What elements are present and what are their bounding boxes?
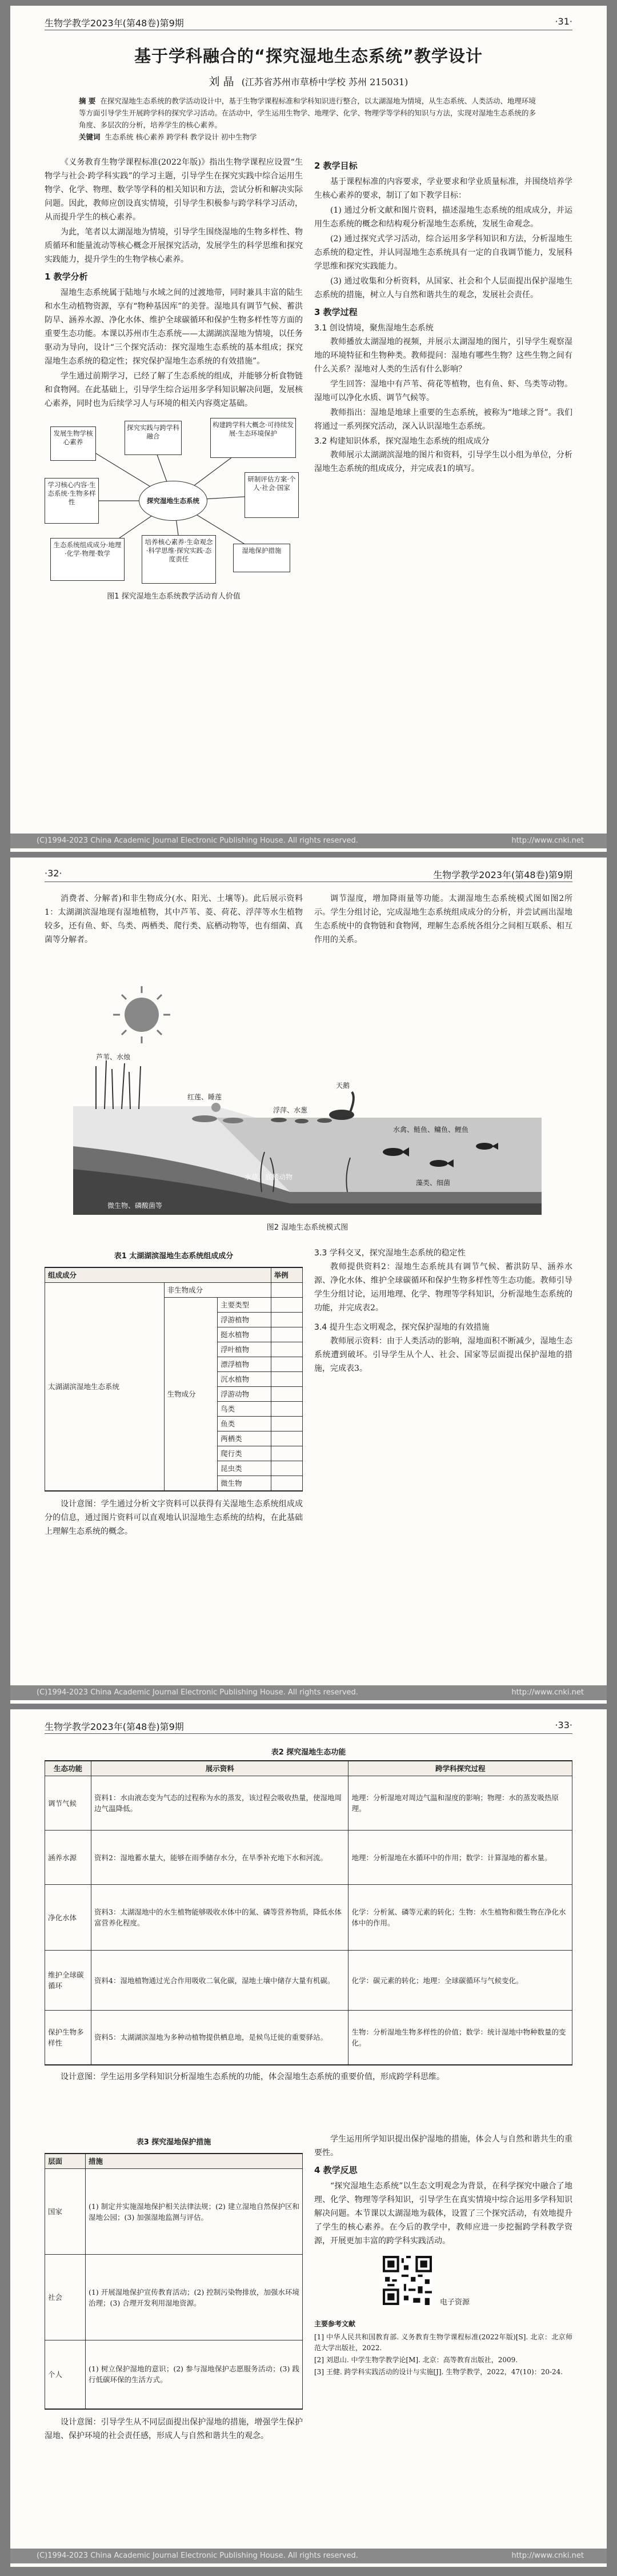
paragraph: 学生运用所学知识提出保护湿地的措施，体会人与自然和谐共生的重要性。 [314, 2135, 572, 2158]
table-cell: 净化水体 [45, 1885, 91, 1951]
table-cell: 爬行类 [218, 1446, 271, 1461]
page-header [45, 1717, 572, 1734]
section-heading: 4 教学反思 [314, 2165, 358, 2175]
paragraph: 教师展示太湖湖滨湿地的图片和资料，引导学生以小组为单位，分析湿地生态系统的组成成分，并完成表1的填写。 [314, 450, 572, 473]
fig1-box-top-mid: 探究实践与跨学科融合 [125, 421, 182, 455]
p2-right-column [314, 1246, 572, 1377]
table-header: 举例 [271, 1267, 302, 1283]
fig1-center-node: 探究湿地生态系统 [139, 481, 207, 521]
copyright: (C)1994-2023 China Academic Journal Electronic Publishing House. All rights reserved. [37, 2551, 358, 2560]
paragraph: 调节湿度，增加降雨量等功能。太湖湿地生态系统模式图如图2所示。学生分组讨论，完成湿地生态系统组成成分的分析，并尝试画出湿地生态系统中的食物链和食物网，理解生态系统各组分之间相互联系、相互作用的关系。 [314, 894, 572, 944]
table-header: 层面 [45, 2154, 86, 2169]
page-footer [10, 834, 607, 848]
p1-left-column [45, 155, 303, 607]
table-cell: 地理：分析湿地对周边气温和湿度的影响；物理：水的蒸发吸热原理。 [348, 1776, 572, 1831]
journal-name: 生物学教学2023年(第48卷)第9期 [433, 870, 572, 880]
table-header: 措施 [86, 2154, 303, 2169]
table-3 [45, 2153, 303, 2410]
table-cell: 漂浮植物 [218, 1357, 271, 1372]
table-cell: 资料2：湿地蓄水量大，能够在雨季储存水分，在旱季补充地下水和河流。 [91, 1831, 348, 1885]
table-cell: 微生物 [218, 1476, 271, 1492]
page-number: ·33· [555, 1720, 572, 1730]
p1-right-column [314, 155, 572, 477]
p3-right-column [314, 2132, 572, 2379]
paragraph: 设计意图：学生运用多学科知识分析湿地生态系统的功能，体会湿地生态系统的重要价值，形成跨学科思维。 [61, 2072, 444, 2081]
paper-title: 基于学科融合的“探究湿地生态系统”教学设计 [134, 46, 483, 66]
qr-block [314, 2256, 572, 2319]
table-cell: 太湖湖滨湿地生态系统 [45, 1283, 165, 1492]
section-heading: 2 教学目标 [314, 161, 358, 171]
table-1-title: 表1 太湖湖滨湿地生态系统组成成分 [114, 1252, 234, 1261]
copyright: (C)1994-2023 China Academic Journal Electronic Publishing House. All rights reserved. [37, 1688, 358, 1697]
table-2-block [45, 1742, 572, 2084]
table-row [45, 2169, 303, 2255]
table-header: 组成成分 [45, 1267, 271, 1283]
subsection-heading: 3.2 构建知识体系，探究湿地生态系统的组成成分 [314, 437, 490, 446]
paragraph: 《义务教育生物学课程标准(2022年版)》指出生物学课程应设置“生物学与社会·跨学科实践”的学习主题，引导学生在探究实践中综合运用生物学、化学、物理、数学等学科的相关知识和方法，尝试分析和解决实际问题。因此，教师应创设真实情境，引导学生积极参与跨学科学习活动，从而提升学生的核心素养。 [45, 158, 303, 222]
table-cell: (1) 开展湿地保护宣传教育活动；(2) 控制污染物排放，加强水环境治理；(3) 合理开发利用湿地资源。 [86, 2255, 303, 2340]
reed-plants-icon [96, 1060, 141, 1109]
journal-name: 生物学教学2023年(第48卷)第9期 [45, 1721, 184, 1732]
footer-url[interactable]: http://www.cnki.net [511, 836, 584, 845]
paragraph: 学生通过前期学习，已经了解了生态系统的组成，并能够分析食物链和食物网。在此基础上，引导学生综合运用多学科知识解决问题，发展核心素养，同时也为后续学习人与环境的相关内容奠定基础。 [45, 372, 303, 408]
qr-code-icon[interactable] [383, 2256, 432, 2305]
paragraph: 教师播放太湖湿地的视频，并展示太湖湿地的图片，引导学生观察湿地的环境特征和生物种类。教师提问：湿地有哪些生物？这些生物之间有什么关系？湿地对人类的生活有什么影响？ [314, 337, 572, 374]
table-row [45, 1831, 572, 1885]
page-header [45, 14, 572, 30]
paragraph: 教师指出：湿地是地球上重要的生态系统，被称为“地球之肾”。我们将通过一系列探究活动，深入认识湿地生态系统。 [314, 408, 572, 431]
table-cell: 资料5：太湖湖滨湿地为多种动植物提供栖息地，是候鸟迁徙的重要驿站。 [91, 2011, 348, 2065]
fig1-box-bottom-right: 湿地保护措施 [233, 544, 290, 572]
paragraph: 消费者、分解者)和非生物成分(水、阳光、土壤等)。此后展示资料1：太湖湖滨湿地现有湿地植物，其中芦苇、菱、荷花、浮萍等水生植物较多，还有鱼、虾、鸟类、两栖类、爬行类、底栖动物等，也有细菌、真菌等分解者。 [45, 894, 303, 944]
section-heading: 3 教学过程 [314, 307, 358, 317]
table-cell: 浮游植物 [218, 1313, 271, 1327]
table-cell: 维护全球碳循环 [45, 1951, 91, 2011]
table-cell: 生物：分析湿地生物多样性的价值；数学：统计湿地中物种数量的变化。 [348, 2011, 572, 2065]
footer-url[interactable]: http://www.cnki.net [511, 1688, 584, 1697]
author-line [10, 73, 607, 89]
paragraph: 基于课程标准的内容要求，学业要求和学业质量标准，并围绕培养学生核心素养的要求，制订了如下教学目标： [314, 177, 572, 200]
fig2-label-bird: 天鹅 [336, 1082, 350, 1090]
paragraph: “探究湿地生态系统”以生态文明观念为背景，在科学探究中融合了地理、化学、物理等学科知识，引导学生在真实情境中综合运用多学科知识解决问题。本节课以太湖湿地为载体，设置了三个探究活动，有效地提升了学生的核心素养。在今后的教学中，教师应进一步挖掘跨学科教学资源，开展更加丰富的跨学科实践活动。 [314, 2182, 572, 2246]
references [314, 2319, 572, 2378]
table-cell: 主要类型 [218, 1298, 271, 1313]
paragraph: 设计意图：学生通过分析文字资料可以获得有关湿地生态系统组成成分的信息，通过图片资料可以直观地认识湿地生态系统的结构，在此基础上理解生态系统的概念。 [45, 1500, 303, 1536]
footer-url[interactable]: http://www.cnki.net [511, 2551, 584, 2560]
reference-item: [1] 中华人民共和国教育部. 义务教育生物学课程标准(2022年版)[S]. 北京：北京师范大学出版社，2022. [314, 2333, 572, 2352]
table-header: 展示资料 [91, 1761, 348, 1776]
table-cell: 昆虫类 [218, 1461, 271, 1476]
table-1 [45, 1267, 303, 1492]
page-header [45, 866, 572, 882]
table-row [45, 1951, 572, 2011]
subsection-heading: 3.4 提升生态文明观念，探究保护湿地的有效措施 [314, 1323, 490, 1332]
swan-icon [329, 1092, 354, 1120]
paragraph: (3) 通过收集和分析资料，从国家、社会和个人层面提出保护湿地生态系统的措施，树立人与自然和谐共生的观念，发展社会责任。 [314, 277, 572, 300]
keywords-text: 生态系统 核心素养 跨学科 教学设计 初中生物学 [105, 133, 257, 141]
subsection-heading: 3.1 创设情境，聚焦湿地生态系统 [314, 324, 434, 333]
paragraph: 设计意图：引导学生从不同层面提出保护湿地的措施，增强学生保护湿地、保护环境的社会责任感，形成人与自然和谐共生的观念。 [45, 2417, 303, 2441]
table-row [45, 2255, 303, 2340]
paragraph: 湿地生态系统属于陆地与水域之间的过渡地带，同时兼具丰富的陆生和水生动植物资源，享有“物种基因库”的美誉。湿地具有调节气候、蓄洪防旱、涵养水源、净化水体、维护全球碳循环和保护生物多样性等方面的重要生态功能。本课以苏州市生态系统——太湖湖滨湿地为情境，以任务驱动为导向，设计“三个探究活动：探究湿地生态系统的基本组成；探究湿地生态系统的稳定性；探究保护湿地生态系统的有效措施”。 [45, 288, 303, 366]
fig1-box-bottom-left: 生态系统组成成分·地理·化学·物理·数学 [50, 538, 125, 581]
page-1 [10, 6, 607, 852]
fig1-box-right: 研制评估方案·个人·社会·国家 [245, 472, 299, 518]
table-row [45, 2011, 572, 2065]
page-2 [10, 858, 607, 1704]
table-cell: 两栖类 [218, 1431, 271, 1446]
table-row [45, 2340, 303, 2409]
table-cell: 资料3：太湖湿地中的水生植物能够吸收水体中的氮、磷等营养物质，降低水体富营养化程度。 [91, 1885, 348, 1951]
paragraph: (2) 通过探究式学习活动，综合运用多学科知识和方法，分析湿地生态系统的稳定性，并认同湿地生态系统具有一定的自我调节能力，发展科学思维和探究实践能力。 [314, 234, 572, 271]
figure-1-caption: 图1 探究湿地生态系统教学活动育人价值 [107, 592, 241, 601]
table-cell: 鱼类 [218, 1417, 271, 1431]
table-header: 跨学科探究过程 [348, 1761, 572, 1776]
fig2-label-reed: 芦苇、水烛 [96, 1053, 131, 1061]
table-cell: 沉水植物 [218, 1372, 271, 1387]
author-affiliation: (江苏省苏州市草桥中学校 苏州 215031) [241, 77, 408, 87]
p3-left-column [45, 2132, 303, 2444]
fig2-label-fish: 水禽、鲢鱼、鳙鱼、鲤鱼 [393, 1126, 469, 1134]
page-3 [10, 1709, 607, 2567]
table-3-title: 表3 探究湿地保护措施 [136, 2138, 211, 2147]
fig1-box-bottom-mid: 培养核心素养·生命观念·科学思维·探究实践·态度责任 [142, 535, 216, 584]
page-number: ·32· [45, 868, 62, 879]
reference-item: [2] 刘恩山. 中学生物学教学论[M]. 北京：高等教育出版社，2009. [314, 2356, 518, 2364]
table-cell: 非生物成分 [164, 1283, 271, 1298]
fig2-label-soil: 微生物、磷酸菌等 [107, 1202, 163, 1210]
abstract [79, 95, 538, 143]
table-cell: 国家 [45, 2169, 86, 2255]
table-cell: 地理：分析湿地在水循环中的作用；数学：计算湿地的蓄水量。 [348, 1831, 572, 1885]
table-cell: 挺水植物 [218, 1327, 271, 1342]
table-cell: 社会 [45, 2255, 86, 2340]
section-heading: 1 教学分析 [45, 272, 88, 282]
table-row [45, 1776, 572, 1831]
abstract-text: 在探究湿地生态系统的教学活动设计中，基于生物学课程标准和学科知识进行整合，以太湖湿地为情境，从生态系统、人类活动、地理环境等方面引导学生开展跨学科的探究学习活动。在活动中，学生运用生物学、地理学、化学、物理学等学科的知识与方法，实现对湿地生态系统的多角度、多层次的分析，培养学生的核心素养。 [79, 97, 536, 129]
table-cell: 化学：分析氮、磷等元素的转化；生物：水生植物和微生物在净化水体中的作用。 [348, 1885, 572, 1951]
subsection-heading: 3.3 学科交叉，探究湿地生态系统的稳定性 [314, 1249, 466, 1258]
p2-top-right [314, 892, 572, 948]
journal-name: 生物学教学2023年(第48卷)第9期 [45, 18, 184, 29]
table-row [45, 1885, 572, 1951]
copyright: (C)1994-2023 China Academic Journal Electronic Publishing House. All rights reserved. [37, 836, 358, 845]
table-header: 生态功能 [45, 1761, 91, 1776]
paragraph: (1) 通过分析文献和图片资料，描述湿地生态系统的组成成分，并运用生态系统的概念和结构观分析湿地生态系统，发展生命观念。 [314, 206, 572, 229]
fig1-box-top-left: 发展生物学核心素养 [50, 426, 96, 461]
fig2-label-water: 藻类、细菌 [416, 1179, 451, 1187]
table-cell: 浮游动物 [218, 1387, 271, 1402]
fig2-label-lotus: 红莲、睡莲 [187, 1093, 222, 1101]
sun-icon [113, 986, 170, 1043]
table-row [45, 1283, 303, 1298]
keywords-label: 关键词 [79, 133, 101, 141]
figure-2 [73, 975, 542, 1232]
abstract-label: 摘 要 [79, 97, 96, 105]
fig1-box-left: 学习核心内容·生态系统·生物多样性 [45, 478, 99, 524]
table-cell: 鸟类 [218, 1402, 271, 1417]
paragraph: 教师提供资料2：湿地生态系统具有调节气候、蓄洪防旱、涵养水源、净化水体、维护全球碳循环和保护生物多样性等生态功能。教师引导学生分组讨论，运用地理、化学、物理等学科知识，分析湿地生态系统的功能，并完成表2。 [314, 1262, 572, 1313]
table-cell: 浮叶植物 [218, 1342, 271, 1357]
table-cell: 生物成分 [164, 1298, 218, 1492]
paragraph: 学生回答：湿地中有芦苇、荷花等植物，也有鱼、虾、鸟类等动物。湿地可以净化水质、调节气候等。 [314, 380, 572, 402]
figure-2-caption: 图2 湿地生态系统模式图 [266, 1223, 348, 1232]
qr-label: 电子资源 [440, 2298, 470, 2307]
table-cell: 涵养水源 [45, 1831, 91, 1885]
author-name: 刘 晶 [209, 75, 234, 88]
fig2-label-bottom: 水草、底栖动物 [245, 1173, 293, 1181]
reference-item: [3] 王健. 跨学科实践活动的设计与实施[J]. 生物学教学，2022，47(10)：20-24. [314, 2368, 563, 2376]
page-footer [10, 2549, 607, 2563]
table-cell: 化学：碳元素的转化；地理：全球碳循环与气候变化。 [348, 1951, 572, 2011]
table-2 [45, 1760, 572, 2065]
table-cell: (1) 制定并实施湿地保护相关法律法规；(2) 建立湿地自然保护区和湿地公园；(3) 加强湿地监测与评估。 [86, 2169, 303, 2255]
paragraph: 教师展示资料：由于人类活动的影响，湿地面积不断减少，湿地生态系统遭到破坏。引导学生从个人、社会、国家等层面提出保护湿地的措施，完成表3。 [314, 1337, 572, 1373]
table-cell: 资料1：水由液态变为气态的过程称为水的蒸发，该过程会吸收热量，使湿地周边气温降低。 [91, 1776, 348, 1831]
figure-2-illustration [73, 975, 542, 1215]
fig1-box-top-right: 构建跨学科大概念·可持续发展·生态环境保护 [210, 418, 296, 458]
table-2-title: 表2 探究湿地生态功能 [271, 1748, 346, 1757]
page-number: ·31· [555, 16, 572, 27]
figure-1-diagram [45, 415, 303, 587]
p2-top-left [45, 892, 303, 948]
p2-left-column [45, 1246, 303, 1540]
paragraph: 为此，笔者以太湖湿地为情境，引导学生围绕湿地的生物多样性、物质循环和能量流动等核心概念开展探究活动，发展学生的科学思维和探究实践能力，提升学生的生物学核心素养。 [45, 228, 303, 264]
table-cell: 调节气候 [45, 1776, 91, 1831]
fig2-label-float: 浮萍、水葱 [273, 1106, 308, 1114]
table-cell: (1) 树立保护湿地的意识；(2) 参与湿地保护志愿服务活动；(3) 践行低碳环保的生活方式。 [86, 2340, 303, 2409]
table-cell: 保护生物多样性 [45, 2011, 91, 2065]
table-cell: 资料4：湿地植物通过光合作用吸收二氧化碳，湿地土壤中储存大量有机碳。 [91, 1951, 348, 2011]
page-footer [10, 1685, 607, 1700]
references-title: 主要参考文献 [314, 2320, 356, 2328]
table-cell: 个人 [45, 2340, 86, 2409]
